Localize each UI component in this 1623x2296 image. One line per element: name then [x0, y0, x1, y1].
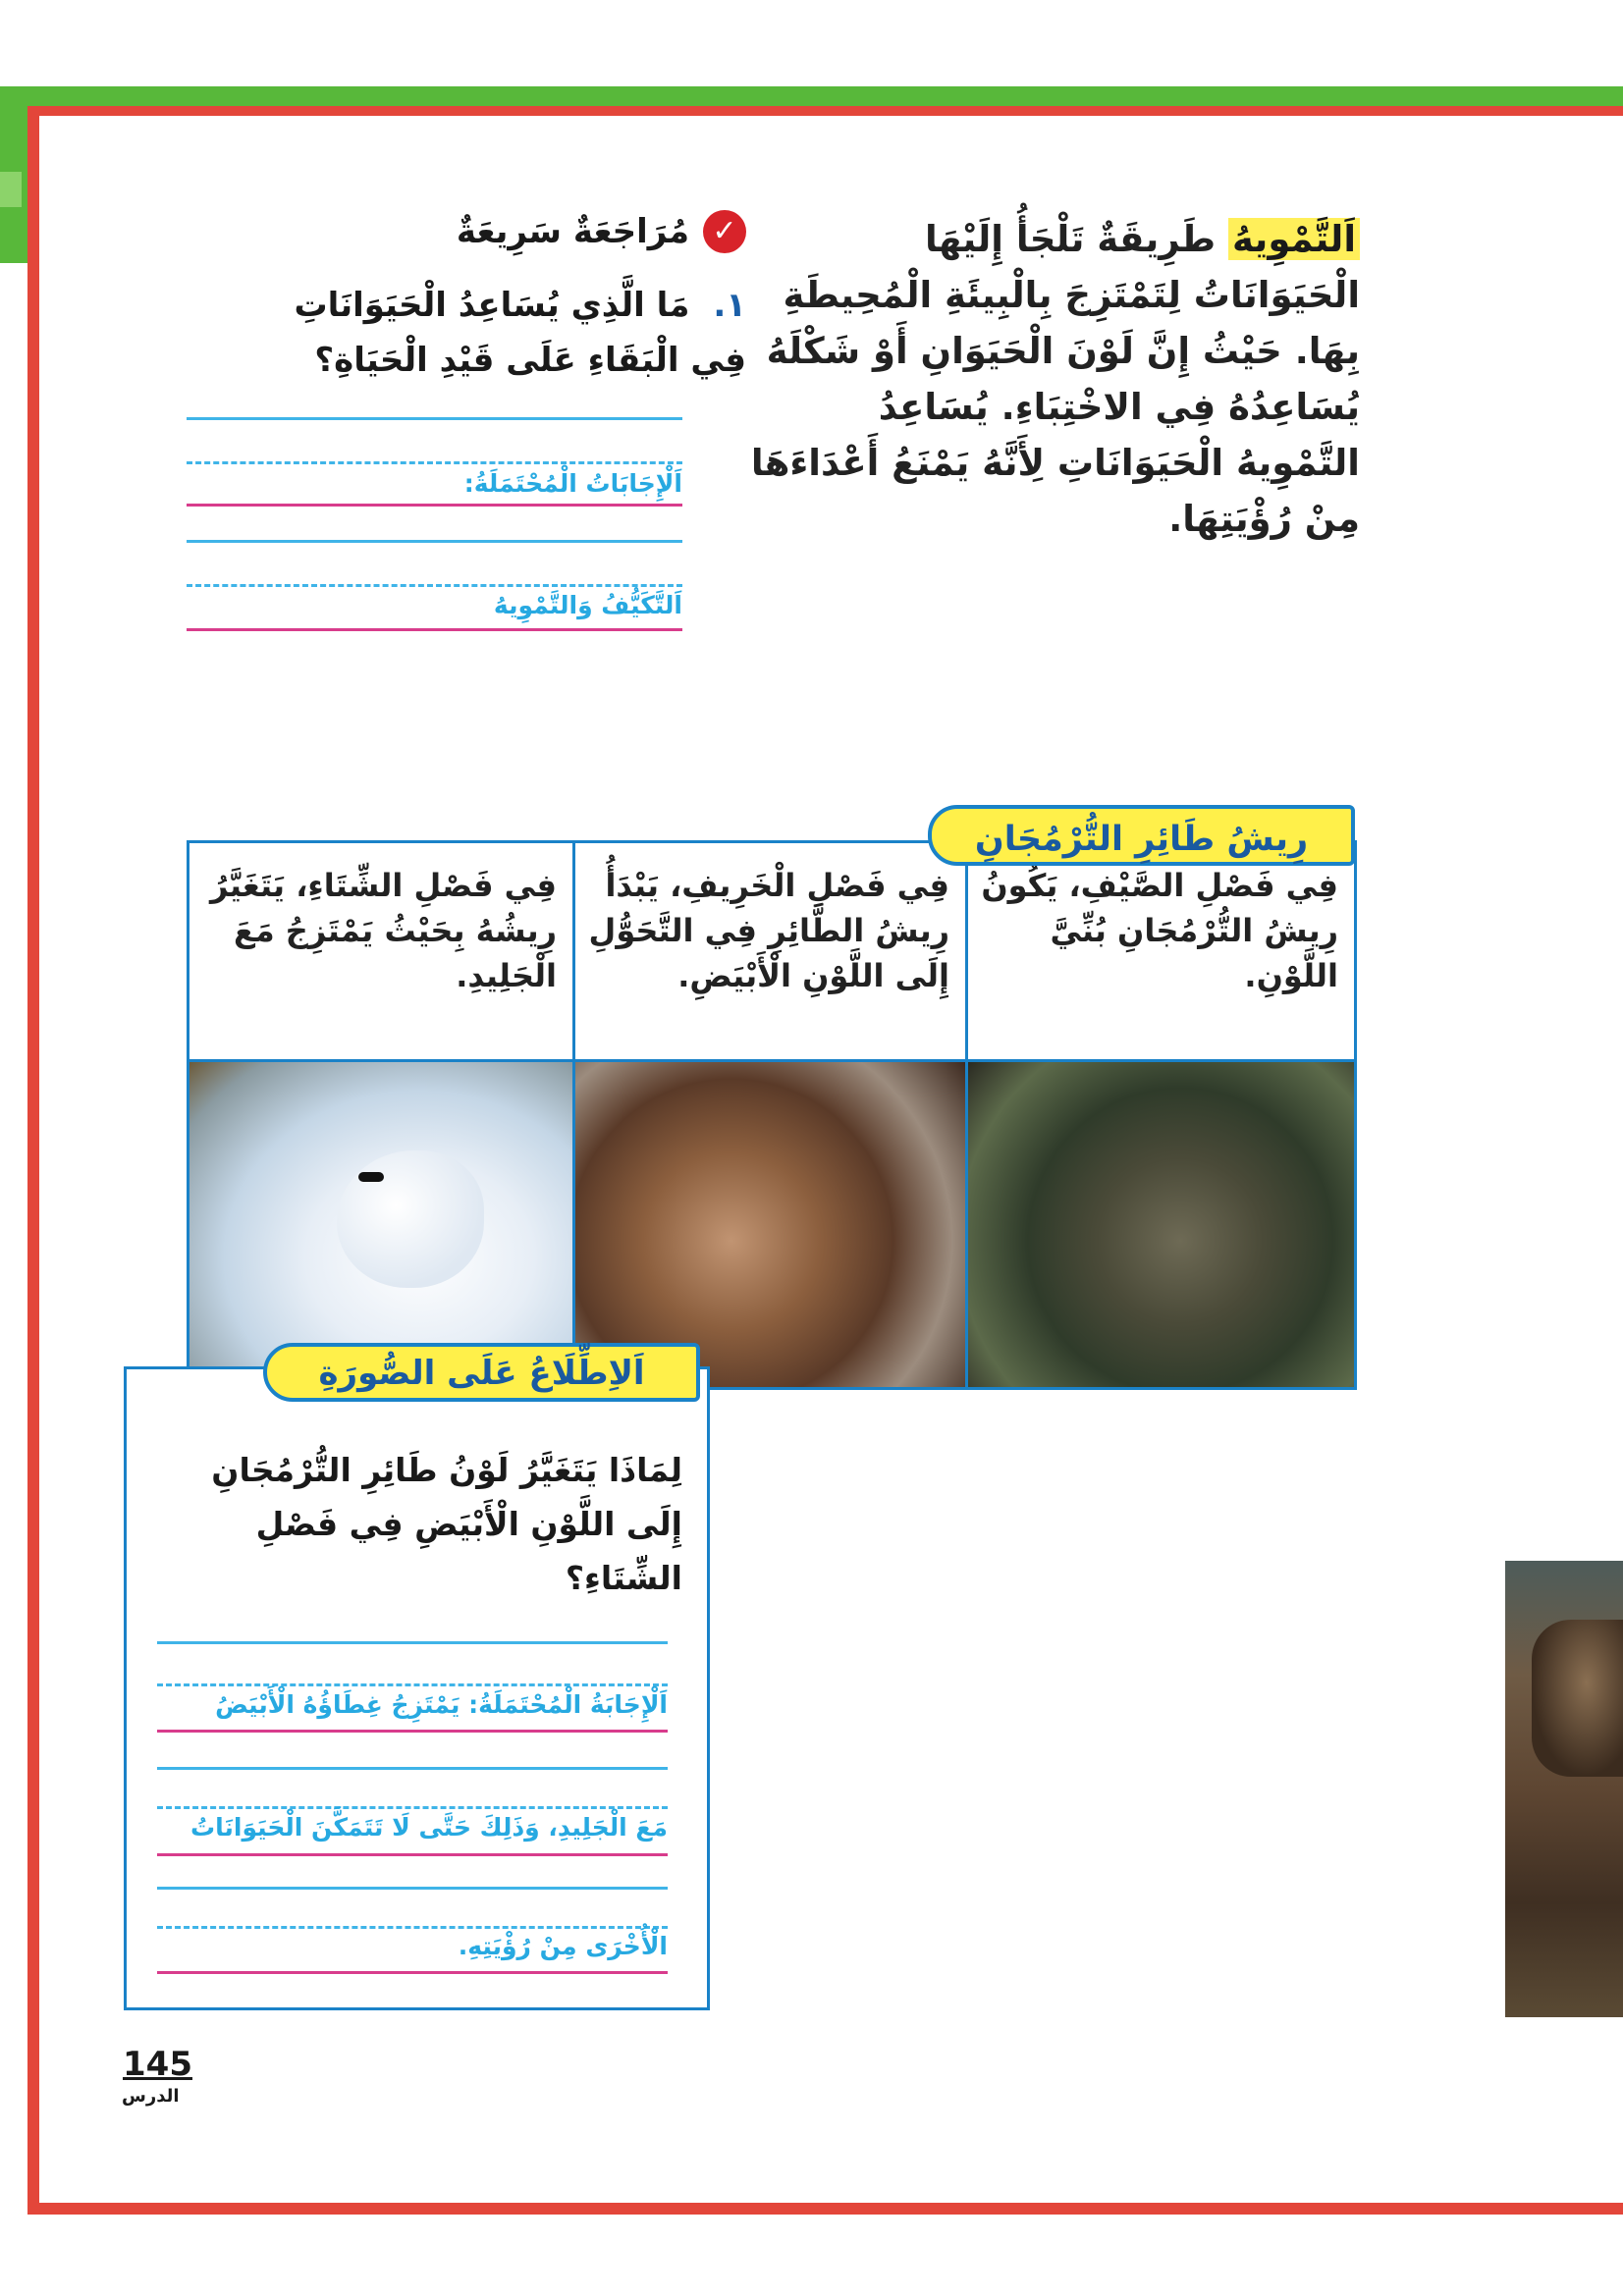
answer-line [187, 417, 682, 420]
question-number: ١. [713, 286, 746, 325]
definition-text: طَرِيقَةٌ تَلْجَأُ إِلَيْهَا الْحَيَوَانَاتُ لِتَمْتَزِجَ بِالْبِيئَةِ الْمُحِيطَةِ بِهَا. حَيْثُ إِنَّ لَوْنَ الْحَيَوَانِ أَوْ شَكْلَهُ يُسَاعِدُهُ فِي الاخْتِبَاءِ. يُسَاعِدُ التَّمْوِيهُ الْحَيَوَانَاتِ لِأَنَّهُ يَمْنَعُ أَعْدَاءَهَا مِنْ رُؤْيَتِهَا. [750, 218, 1360, 540]
picture-answer-2: مَعَ الْجَلِيدِ، وَذَلِكَ حَتَّى لَا تَتَمَكَّنَ الْحَيَوَانَاتُ [190, 1813, 668, 1842]
summer-ptarmigan-photo [968, 1062, 1354, 1387]
ptarmigan-seasons-grid [187, 840, 1357, 1390]
page-label: الدرس [122, 2086, 180, 2107]
bird-eye [358, 1172, 384, 1182]
top-green-border [0, 86, 1623, 108]
answer-line [157, 1971, 668, 1974]
answer-line [157, 1853, 668, 1856]
answer-line [187, 461, 682, 464]
winter-caption: فِي فَصْلِ الشِّتَاءِ، يَتَغَيَّرُ رِيشُهُ بِحَيْثُ يَمْتَزِجُ مَعَ الْجَلِيدِ. [209, 867, 557, 994]
answer-text-1: اَلْإِجَابَاتُ الْمُحْتَمَلَةُ: [463, 469, 682, 498]
answer-line [187, 628, 682, 631]
photo-credit-vertical [1478, 1374, 1505, 2032]
autumn-ptarmigan-photo [575, 1062, 965, 1387]
picture-answer-1: اَلْإِجَابَةُ الْمُحْتَمَلَةُ: يَمْتَزِجُ غِطَاؤُهُ الْأَبْيَضُ [215, 1690, 668, 1719]
quick-review-title: مُرَاجَعَةٌ سَرِيعَةٌ [456, 212, 689, 251]
answer-text-2: اَلتَّكَيُّفُ وَالتَّمْوِيهُ [493, 591, 682, 619]
checkmark-icon: ✓ [703, 210, 746, 253]
answer-line [157, 1806, 668, 1809]
bottom-red-border [27, 2203, 1623, 2215]
summer-caption: فِي فَصْلِ الصَّيْفِ، يَكُونُ رِيشُ التُّرْمُجَانِ بُنِّيَّ اللَّوْنِ. [981, 867, 1338, 994]
musk-ox-head [1532, 1620, 1623, 1777]
ptarmigan-feathers-title: رِيشُ طَائِرِ التُّرْمُجَانِ [928, 805, 1355, 866]
white-bird [337, 1150, 484, 1288]
answer-line [157, 1683, 668, 1686]
answer-line [187, 584, 682, 587]
question-text: مَا الَّذِي يُسَاعِدُ الْحَيَوَانَاتِ فِي الْبَقَاءِ عَلَى قَيْدِ الْحَيَاةِ؟ [294, 286, 746, 380]
answer-line [157, 1641, 668, 1644]
left-red-border [27, 106, 39, 2215]
left-tab [0, 172, 22, 207]
winter-ptarmigan-photo [189, 1062, 572, 1387]
camouflage-definition [746, 211, 1360, 547]
answer-line [187, 540, 682, 543]
picture-look-question: لِمَاذَا يَتَغَيَّرُ لَوْنُ طَائِرِ التُّرْمُجَانِ إِلَى اللَّوْنِ الْأَبْيَضِ فِي فَصْلِ الشِّتَاءِ؟ [211, 1451, 682, 1597]
answer-line [187, 504, 682, 507]
photo-credit-vertical [1432, 412, 1459, 1256]
answer-line [157, 1926, 668, 1929]
top-red-border [27, 106, 1623, 116]
page-number: 145 [123, 2045, 192, 2084]
quick-review-question-1 [231, 278, 746, 388]
autumn-caption: فِي فَصْلِ الْخَرِيفِ، يَبْدَأُ رِيشُ الطَّائِرِ فِي التَّحَوُّلِ إِلَى اللَّوْنِ الْأَبْيَضِ. [588, 867, 949, 994]
answer-line [157, 1887, 668, 1890]
answer-line [157, 1730, 668, 1733]
quick-review-heading [412, 208, 746, 257]
picture-answer-3: الْأُخْرَى مِنْ رُؤْيَتِهِ. [458, 1932, 668, 1960]
term-highlight: اَلتَّمْوِيهُ [1228, 218, 1360, 260]
answer-line [157, 1767, 668, 1770]
picture-look-title: اَلاِطِّلَاعُ عَلَى الصُّورَةِ [263, 1343, 700, 1402]
